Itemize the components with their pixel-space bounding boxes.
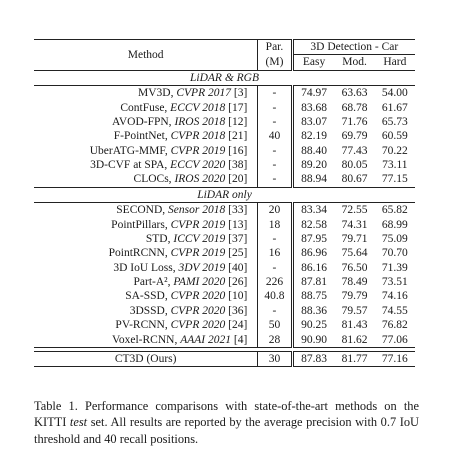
- method-cell: [34, 246, 258, 260]
- table-row: [34, 318, 415, 332]
- table-caption: [34, 398, 419, 447]
- method-venue: CVPR 2019: [170, 247, 226, 260]
- results-table: [34, 39, 415, 367]
- easy-cell: 83.34: [292, 203, 334, 218]
- method-cell: [34, 232, 258, 246]
- method-venue: IROS 2018: [174, 115, 226, 128]
- method-name: ContFuse,: [120, 101, 171, 114]
- method-name: SA-SSD,: [125, 290, 171, 303]
- par-cell: -: [258, 101, 292, 115]
- par-cell: 40.8: [258, 289, 292, 303]
- par-cell: -: [258, 261, 292, 275]
- mod-cell: 81.43: [341, 319, 368, 332]
- method-venue: IROS 2020: [174, 173, 226, 186]
- mod-cell: 77.43: [341, 144, 368, 157]
- method-cell: [34, 218, 258, 232]
- mod-cell: 74.31: [341, 218, 368, 231]
- method-cell: [34, 158, 258, 172]
- method-cell: [34, 318, 258, 332]
- method-ref: [13]: [225, 218, 248, 231]
- table-row: [34, 203, 415, 218]
- easy-cell: 88.75: [292, 289, 334, 303]
- method-name: Part-A²,: [133, 276, 174, 288]
- method-ref: [26]: [225, 276, 248, 288]
- method-ref: [12]: [225, 115, 248, 128]
- hard-cell: 76.82: [381, 319, 408, 332]
- method-venue: PAMI 2020: [173, 276, 226, 288]
- par-cell: 18: [258, 218, 292, 232]
- mod-cell: 69.79: [341, 130, 368, 143]
- mod-cell: 63.63: [341, 87, 368, 100]
- hard-cell: 75.09: [381, 232, 408, 245]
- method-venue: Sensor 2018: [168, 204, 226, 217]
- hard-cell: 54.00: [381, 87, 408, 100]
- method-name: UberATG-MMF,: [89, 144, 171, 157]
- par-cell: 226: [258, 275, 292, 289]
- table-row: [34, 115, 415, 129]
- par-cell: 50: [258, 318, 292, 332]
- table-row: [34, 261, 415, 275]
- method-header: Method: [34, 40, 258, 71]
- hard-cell: 77.15: [381, 173, 408, 186]
- easy-cell: 74.97: [292, 86, 334, 101]
- mod-cell: 81.62: [334, 333, 374, 348]
- table-row: [34, 232, 415, 246]
- easy-header: Easy: [292, 55, 334, 70]
- par-cell: -: [258, 304, 292, 318]
- method-name: F-PointNet,: [113, 130, 171, 143]
- par-cell: -: [258, 115, 292, 129]
- method-name: Voxel-RCNN,: [112, 333, 181, 346]
- hard-cell: 70.70: [381, 247, 408, 260]
- mod-cell: 68.78: [341, 101, 368, 114]
- mod-cell: 71.76: [341, 115, 368, 128]
- table-row: [34, 172, 415, 187]
- par-cell: -: [258, 158, 292, 172]
- method-ref: [24]: [225, 319, 248, 332]
- easy-cell: 89.20: [292, 158, 334, 172]
- method-name: MV3D,: [138, 87, 177, 100]
- hard-cell: 74.16: [381, 290, 408, 303]
- ours-hard-cell: 77.16: [375, 351, 415, 366]
- easy-cell: 83.68: [292, 101, 334, 115]
- method-ref: [25]: [225, 247, 248, 260]
- method-name: PointPillars,: [111, 218, 171, 231]
- method-venue: CVPR 2019: [170, 218, 226, 231]
- method-venue: CVPR 2019: [170, 144, 226, 157]
- caption-prefix: Table 1. Performance comparisons with state-of-the-art methods on the KITTI: [34, 399, 419, 430]
- table-row: [34, 333, 415, 348]
- hard-cell: 73.51: [381, 276, 408, 288]
- par-header: Par.: [258, 40, 292, 55]
- method-cell: [34, 129, 258, 143]
- mod-cell: 79.79: [341, 290, 368, 303]
- hard-header: Hard: [383, 56, 407, 69]
- hard-cell: 68.99: [381, 218, 408, 231]
- hard-cell: 61.67: [381, 101, 408, 114]
- par-cell: -: [258, 232, 292, 246]
- method-cell: [34, 115, 258, 129]
- method-name: 3D IoU Loss,: [113, 261, 179, 274]
- method-venue: CVPR 2020: [170, 304, 226, 317]
- method-name: PointRCNN,: [108, 247, 171, 260]
- table-row: [34, 218, 415, 232]
- table-row: [34, 158, 415, 172]
- method-ref: [4]: [230, 333, 248, 346]
- easy-cell: 86.96: [292, 246, 334, 260]
- easy-cell: 86.16: [292, 261, 334, 275]
- method-venue: AAAI 2021: [180, 333, 231, 346]
- easy-cell: 88.36: [292, 304, 334, 318]
- caption-suffix: set. All results are reported by the average precision with 0.7 IoU threshold and 40 recall positions.: [34, 415, 420, 446]
- easy-cell: 83.07: [292, 115, 334, 129]
- easy-cell: 87.81: [292, 275, 334, 289]
- hard-cell: 70.22: [381, 144, 408, 157]
- method-cell: [34, 289, 258, 303]
- mod-cell: 78.49: [341, 276, 368, 288]
- par-cell: 16: [258, 246, 292, 260]
- group-label: LiDAR & RGB: [34, 70, 415, 85]
- mod-cell: 72.55: [341, 204, 368, 217]
- method-name: 3DSSD,: [129, 304, 171, 317]
- method-venue: ICCV 2019: [173, 232, 226, 245]
- method-cell: [34, 172, 258, 187]
- par-unit-header: (M): [258, 55, 292, 70]
- table-row: [34, 289, 415, 303]
- method-ref: [37]: [225, 232, 248, 245]
- table-row: [34, 144, 415, 158]
- par-cell: 28: [258, 333, 292, 348]
- method-ref: [16]: [225, 144, 248, 157]
- method-ref: [33]: [225, 204, 248, 217]
- mod-cell: 79.71: [341, 232, 368, 245]
- method-name: SECOND,: [116, 204, 169, 217]
- method-venue: 3DV 2019: [178, 261, 226, 274]
- easy-cell: 88.40: [292, 144, 334, 158]
- method-name: STD,: [145, 232, 174, 245]
- method-ref: [3]: [230, 87, 248, 100]
- method-ref: [20]: [225, 173, 248, 186]
- method-ref: [36]: [225, 304, 248, 317]
- par-cell: -: [258, 86, 292, 101]
- easy-cell: 82.19: [292, 129, 334, 143]
- hard-cell: 77.06: [375, 333, 415, 348]
- method-cell: [34, 304, 258, 318]
- par-cell: -: [258, 172, 292, 187]
- ours-mod-cell: 81.77: [334, 351, 374, 366]
- hard-cell: 73.11: [382, 159, 408, 171]
- mod-cell: 79.57: [341, 304, 368, 317]
- method-cell: [34, 203, 258, 218]
- hard-cell: 74.55: [381, 304, 408, 317]
- table-row: [34, 275, 415, 289]
- method-ref: [21]: [225, 130, 248, 143]
- par-cell: -: [258, 144, 292, 158]
- ours-row: [34, 351, 415, 366]
- method-venue: CVPR 2020: [170, 319, 226, 332]
- method-venue: CVPR 2017: [176, 87, 231, 100]
- method-name: PV-RCNN,: [115, 319, 171, 332]
- par-cell: 40: [258, 129, 292, 143]
- hard-cell: 65.82: [381, 204, 408, 217]
- caption-emph: test: [69, 415, 88, 430]
- method-cell: [34, 275, 258, 289]
- easy-cell: 82.58: [292, 218, 334, 232]
- method-cell: [34, 86, 258, 101]
- method-ref: [38]: [225, 159, 248, 171]
- table-row: [34, 86, 415, 101]
- mod-cell: 76.50: [341, 261, 368, 274]
- easy-cell: 87.95: [292, 232, 334, 246]
- method-venue: CVPR 2018: [170, 130, 226, 143]
- mod-cell: 80.05: [341, 159, 368, 171]
- method-cell: [34, 144, 258, 158]
- method-ref: [17]: [225, 101, 248, 114]
- method-name: AVOD-FPN,: [112, 115, 175, 128]
- method-cell: [34, 101, 258, 115]
- method-name: 3D-CVF at SPA,: [90, 159, 171, 171]
- group-header-row: [34, 70, 415, 85]
- hard-cell: 60.59: [381, 130, 408, 143]
- mod-header: Mod.: [342, 56, 367, 69]
- mod-cell: 75.64: [341, 247, 368, 260]
- method-ref: [10]: [225, 290, 248, 303]
- method-venue: ECCV 2018: [170, 101, 226, 114]
- table-header-row: [34, 40, 415, 55]
- group-header-row: [34, 187, 415, 202]
- method-venue: CVPR 2020: [170, 290, 226, 303]
- easy-cell: 90.90: [292, 333, 334, 348]
- table-row: [34, 101, 415, 115]
- method-cell: [34, 333, 258, 348]
- table-body: [34, 70, 415, 367]
- method-name: CLOCs,: [133, 173, 175, 186]
- ours-par-cell: 30: [258, 351, 292, 366]
- table-row: [34, 246, 415, 260]
- hard-cell: 65.73: [381, 115, 408, 128]
- hard-cell: 71.39: [381, 261, 408, 274]
- par-cell: 20: [258, 203, 292, 218]
- method-ref: [40]: [225, 261, 248, 274]
- easy-cell: 90.25: [292, 318, 334, 332]
- method-venue: ECCV 2020: [170, 159, 226, 171]
- method-cell: [34, 261, 258, 275]
- easy-cell: 88.94: [292, 172, 334, 187]
- group-label: LiDAR only: [34, 187, 415, 202]
- table-row: [34, 129, 415, 143]
- ours-method-cell: CT3D (Ours): [34, 351, 258, 366]
- detection-header: 3D Detection - Car: [292, 40, 415, 55]
- table-row: [34, 304, 415, 318]
- mod-cell: 80.67: [341, 173, 368, 186]
- ours-easy-cell: 87.83: [292, 351, 334, 366]
